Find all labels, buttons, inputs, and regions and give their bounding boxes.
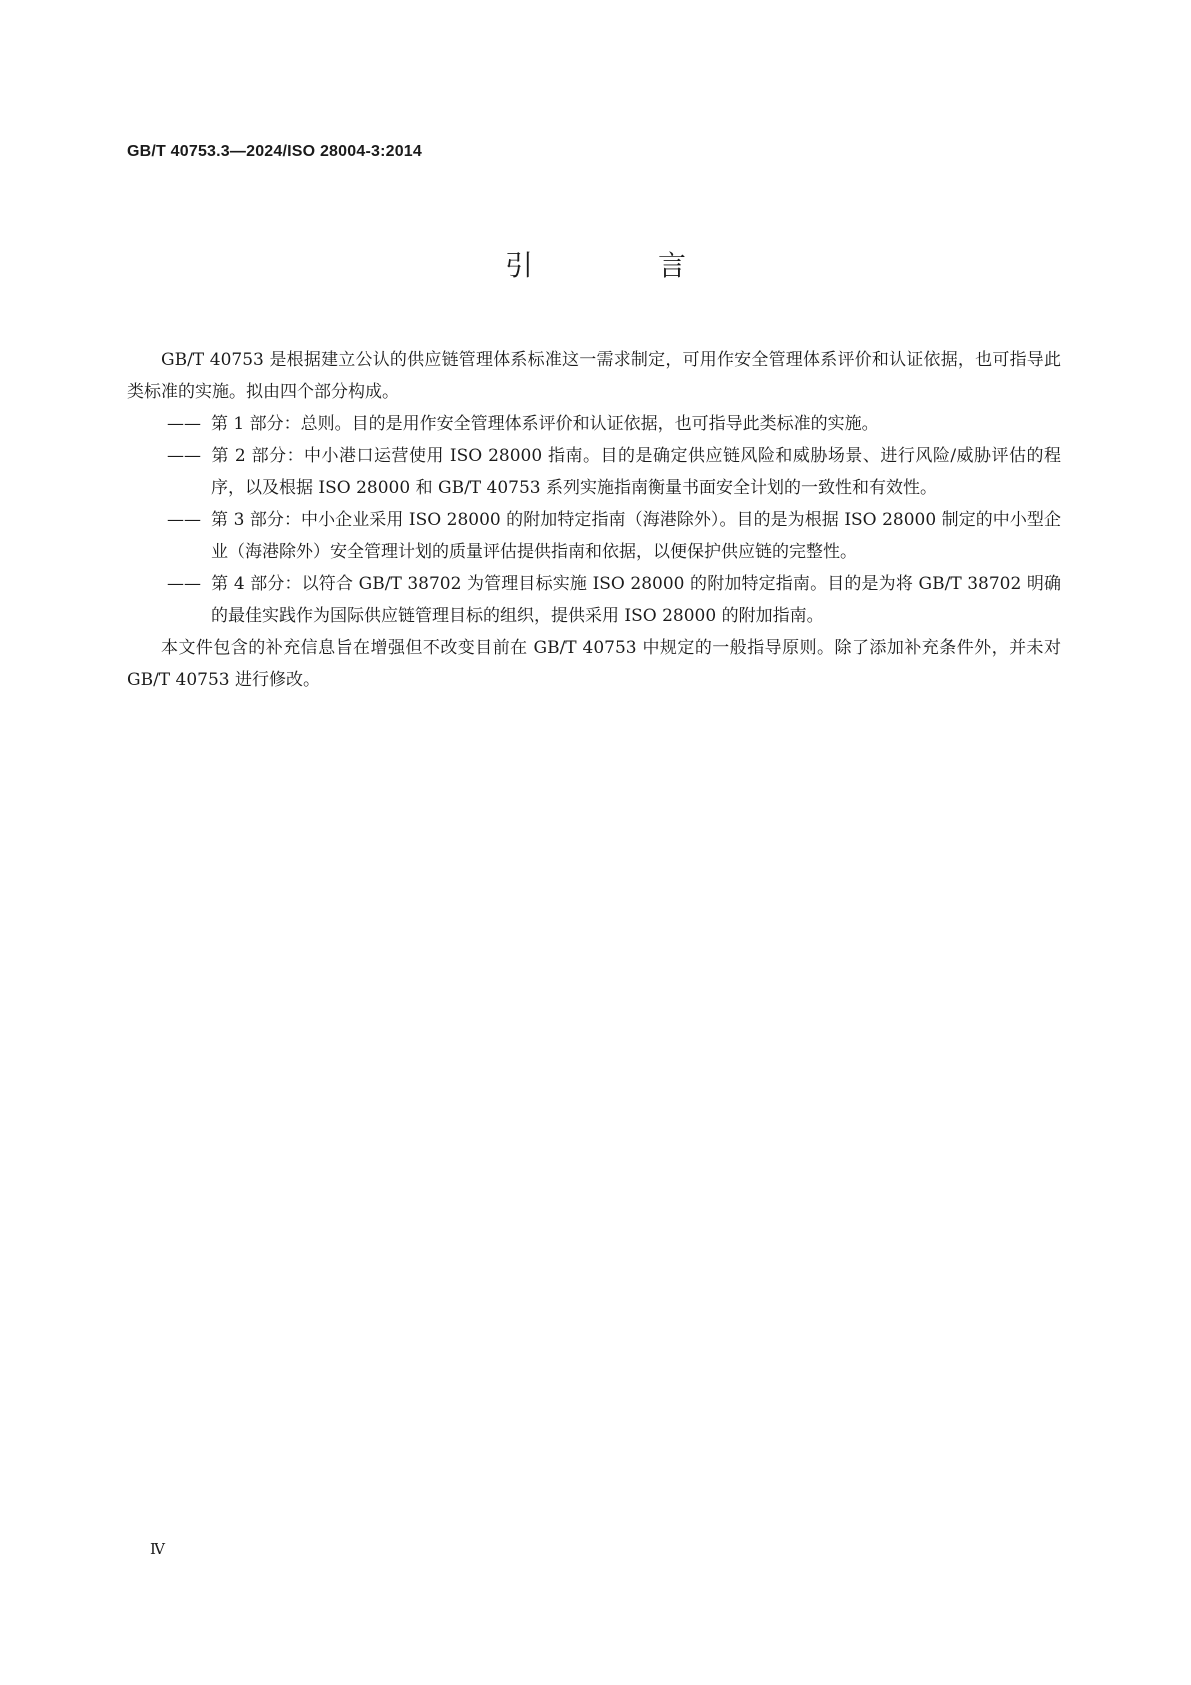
list-item-text: 第 4 部分：以符合 GB/T 38702 为管理目标实施 ISO 28000 的附加特定指南。目的是为将 GB/T 38702 明确的最佳实践作为国际供应链管理目标的组织，提供采用 ISO 28000 的附加指南。	[211, 574, 1061, 626]
intro-paragraph: GB/T 40753 是根据建立公认的供应链管理体系标准这一需求制定，可用作安全管理体系评价和认证依据，也可指导此类标准的实施。拟由四个部分构成。	[127, 350, 1061, 402]
list-dash: ——	[167, 510, 201, 530]
list-item-part-2	[127, 440, 1061, 504]
document-body	[127, 344, 1061, 696]
list-item-part-3	[127, 504, 1061, 568]
closing-paragraph: 本文件包含的补充信息旨在增强但不改变目前在 GB/T 40753 中规定的一般指导原则。除了添加补充条件外，并未对 GB/T 40753 进行修改。	[127, 638, 1061, 690]
page-number: Ⅳ	[150, 1540, 165, 1558]
list-item-part-1	[127, 408, 1061, 440]
list-dash: ——	[167, 414, 201, 434]
standard-code-header: GB/T 40753.3—2024/ISO 28004-3:2014	[127, 143, 422, 160]
list-dash: ——	[167, 574, 201, 594]
list-item-text: 第 1 部分：总则。目的是用作安全管理体系评价和认证依据，也可指导此类标准的实施。	[211, 414, 879, 434]
list-dash: ——	[167, 446, 201, 466]
list-item-part-4	[127, 568, 1061, 632]
page-title: 引 言	[505, 249, 744, 282]
list-item-text: 第 3 部分：中小企业采用 ISO 28000 的附加特定指南（海港除外）。目的是为根据 ISO 28000 制定的中小型企业（海港除外）安全管理计划的质量评估提供指南和依据，以便保护供应链的完整性。	[211, 510, 1061, 562]
list-item-text: 第 2 部分：中小港口运营使用 ISO 28000 指南。目的是确定供应链风险和威胁场景、进行风险/威胁评估的程序，以及根据 ISO 28000 和 GB/T 40753 系列实施指南衡量书面安全计划的一致性和有效性。	[211, 446, 1061, 498]
